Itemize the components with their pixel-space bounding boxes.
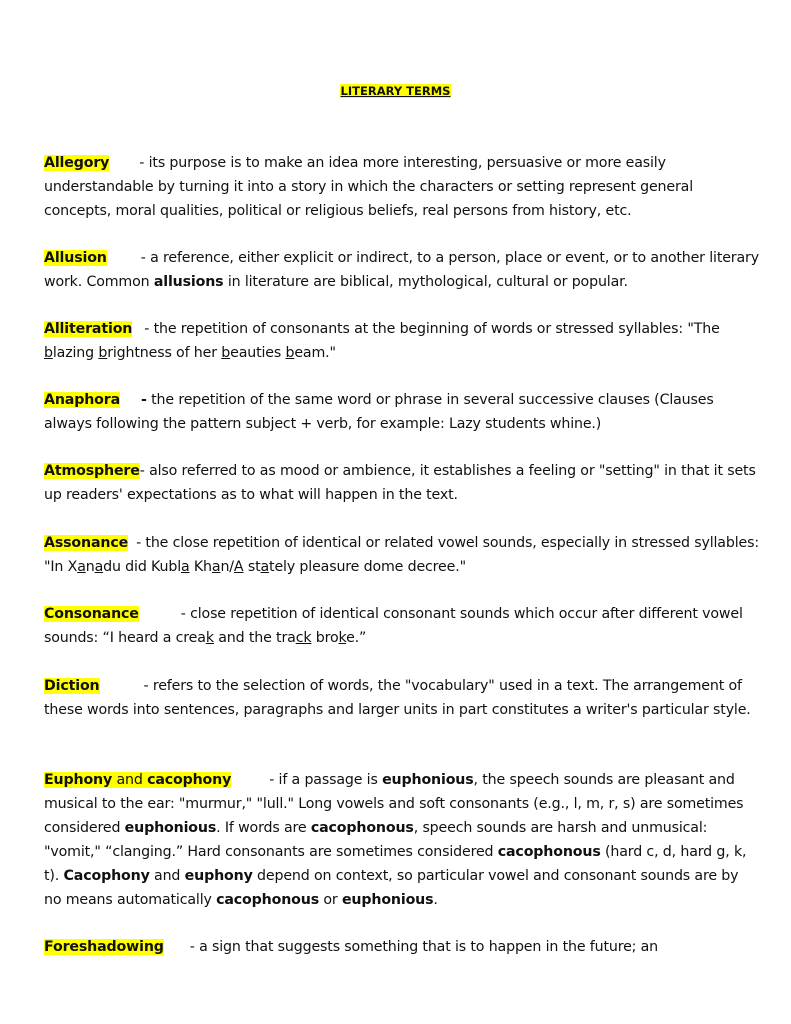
definition-text: eauties bbox=[230, 345, 286, 361]
term-consonance: Consonance bbox=[44, 606, 139, 622]
term-diction: Diction bbox=[44, 678, 100, 694]
definition-text: depend on context, so particular vowel and consonant sounds are by no means automatically bbox=[44, 868, 739, 908]
definition-text: - its purpose is to make an idea more interesting, persuasive or more easily understandable by turning it into a story in which the characters or setting represent general concepts, moral qualities, political or religious beliefs, real persons from history, etc. bbox=[44, 155, 693, 219]
emphasis-text: cacophonous bbox=[497, 844, 601, 860]
definition-text: lazing bbox=[52, 345, 99, 361]
underlined-letter: k bbox=[338, 630, 347, 646]
definition-text: eam." bbox=[294, 345, 336, 361]
term-allusion: Allusion bbox=[44, 250, 107, 266]
term-joiner: and bbox=[112, 772, 148, 788]
definition-text: tely pleasure dome decree." bbox=[269, 559, 466, 575]
term-euphony: Euphony bbox=[44, 772, 113, 788]
underlined-letter: a bbox=[180, 559, 190, 575]
page-title: LITERARY TERMS bbox=[340, 84, 451, 98]
underlined-letter: b bbox=[98, 345, 108, 361]
definition-text: bro bbox=[311, 630, 339, 646]
definition-text: or bbox=[319, 892, 342, 908]
definition-text: - the close repetition of identical or related vowel sounds, especially in stressed syllables: "In X bbox=[44, 535, 759, 575]
emphasis-text: euphonious bbox=[341, 892, 434, 908]
definition-text: - refers to the selection of words, the "vocabulary" used in a text. The arrangement of these words into sentences, paragraphs and larger units in part constitutes a writer's particular style. bbox=[44, 678, 751, 718]
entry-allusion bbox=[44, 246, 760, 294]
definition-text: - a sign that suggests something that is to happen in the future; an bbox=[189, 939, 659, 955]
definition-text: and bbox=[149, 868, 185, 884]
emphasis-text: euphonious bbox=[382, 772, 474, 788]
emphasis-text: euphonious bbox=[124, 820, 217, 836]
definition-text: . If words are bbox=[216, 820, 311, 836]
emphasis-text: allusions bbox=[153, 274, 224, 290]
underlined-letter: a bbox=[94, 559, 104, 575]
definition-text: in literature are biblical, mythological, cultural or popular. bbox=[223, 274, 628, 290]
emphasis-text: cacophonous bbox=[216, 892, 319, 908]
term-alliteration: Alliteration bbox=[44, 321, 133, 337]
emphasis-text: Cacophony bbox=[63, 868, 150, 884]
term-allegory: Allegory bbox=[44, 155, 110, 171]
term-atmosphere: Atmosphere bbox=[44, 463, 140, 479]
definition-text: - close repetition of identical consonant sounds which occur after different vowel sounds: “I heard a crea bbox=[44, 606, 743, 646]
definition-text: , speech sounds are harsh and unmusical: "vomit," “clanging.” Hard consonants are sometimes considered bbox=[44, 820, 708, 860]
definition-text: - also referred to as mood or ambience, it establishes a feeling or "setting" in that it sets up readers' expectations as to what will happen in the text. bbox=[44, 463, 756, 503]
underlined-letter: b bbox=[44, 345, 53, 361]
term-anaphora: Anaphora bbox=[44, 392, 121, 408]
definition-text: n bbox=[85, 559, 95, 575]
underlined-letter: a bbox=[260, 559, 270, 575]
entry-foreshadowing bbox=[44, 935, 760, 959]
entry-assonance bbox=[44, 531, 760, 579]
definition-text: e.” bbox=[346, 630, 367, 646]
definition-text: - if a passage is bbox=[269, 772, 383, 788]
underlined-letter: b bbox=[285, 345, 295, 361]
underlined-letter: k bbox=[205, 630, 214, 646]
underlined-letter: A bbox=[233, 559, 244, 575]
entry-euphony-cacophony bbox=[44, 768, 760, 912]
definition-text: n/ bbox=[220, 559, 234, 575]
term-assonance: Assonance bbox=[44, 535, 129, 551]
definition-dash: - bbox=[141, 392, 147, 408]
definition-text: rightness of her bbox=[107, 345, 222, 361]
definition-text: Kh bbox=[189, 559, 212, 575]
underlined-letter: b bbox=[221, 345, 231, 361]
entry-diction bbox=[44, 674, 760, 722]
entry-alliteration bbox=[44, 317, 760, 365]
emphasis-text: euphony bbox=[184, 868, 253, 884]
definition-text: (hard c, d, hard g, k, t). bbox=[44, 844, 747, 884]
definition-text: , the speech sounds are pleasant and musical to the ear: "murmur," "lull." Long vowels and soft consonants (e.g., l, m, r, s) are sometimes considered bbox=[44, 772, 744, 836]
definition-text: . bbox=[433, 892, 438, 908]
definition-text: and the tra bbox=[213, 630, 296, 646]
underlined-letter: a bbox=[211, 559, 221, 575]
term-foreshadowing: Foreshadowing bbox=[44, 939, 164, 955]
definition-text: - the repetition of consonants at the beginning of words or stressed syllables: "The bbox=[144, 321, 720, 337]
emphasis-text: cacophonous bbox=[310, 820, 414, 836]
definition-text: - a reference, either explicit or indirect, to a person, place or event, or to another literary work. Common bbox=[44, 250, 759, 290]
underlined-letter: a bbox=[77, 559, 86, 575]
definition-text: the repetition of the same word or phrase in several successive clauses (Clauses always following the pattern subject + verb, for example: Lazy students whine.) bbox=[44, 392, 714, 432]
definition-text: du did Kubl bbox=[103, 559, 181, 575]
underlined-letter: ck bbox=[295, 630, 312, 646]
definition-text: st bbox=[243, 559, 261, 575]
term-cacophony: cacophony bbox=[147, 772, 232, 788]
entry-allegory bbox=[44, 151, 760, 223]
entry-consonance bbox=[44, 602, 760, 650]
entry-anaphora bbox=[44, 388, 760, 436]
entry-atmosphere bbox=[44, 459, 760, 507]
